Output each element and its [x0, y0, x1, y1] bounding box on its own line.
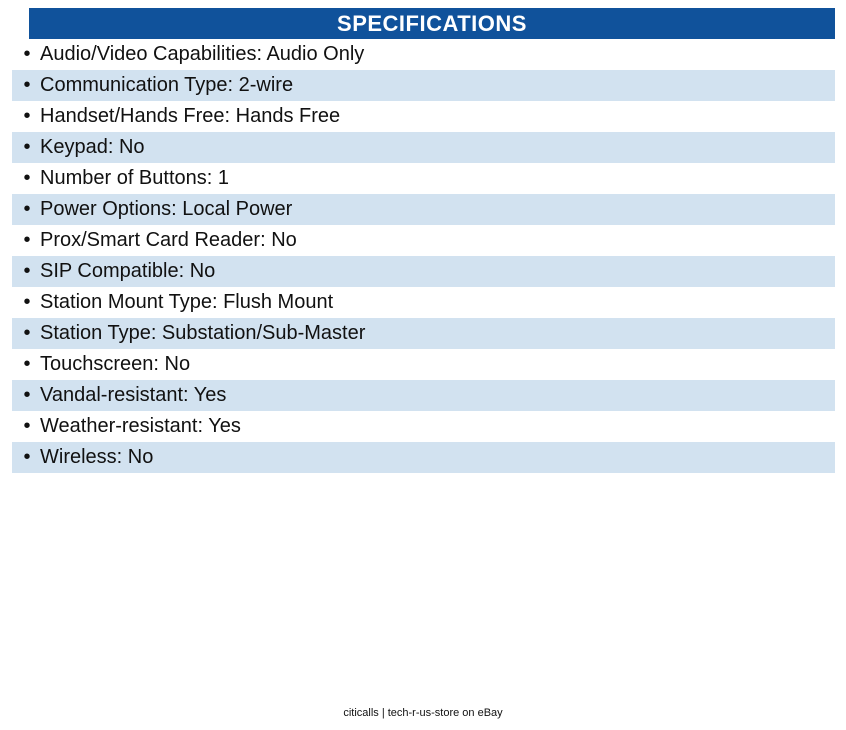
spec-row — [12, 39, 835, 70]
spec-text: Prox/Smart Card Reader: No — [40, 229, 297, 251]
bullet-icon: • — [23, 322, 31, 344]
spec-text: Wireless: No — [40, 446, 154, 468]
specifications-header: SPECIFICATIONS — [29, 8, 835, 39]
spec-text: Number of Buttons: 1 — [40, 167, 229, 189]
bullet-icon: • — [23, 260, 31, 282]
bullet-icon: • — [23, 415, 31, 437]
spec-row — [12, 132, 835, 163]
spec-text: Handset/Hands Free: Hands Free — [40, 105, 341, 127]
bullet-icon: • — [23, 198, 31, 220]
spec-row — [12, 163, 835, 194]
spec-row — [12, 411, 835, 442]
spec-row — [12, 349, 835, 380]
spec-row — [12, 318, 835, 349]
bullet-icon: • — [23, 446, 31, 468]
spec-text: Keypad: No — [40, 136, 145, 158]
spec-text: Vandal-resistant: Yes — [40, 384, 227, 406]
spec-row — [12, 194, 835, 225]
bullet-icon: • — [23, 167, 31, 189]
bullet-icon: • — [23, 43, 31, 65]
bullet-icon: • — [23, 353, 31, 375]
spec-row — [12, 70, 835, 101]
footer-credit: citicalls | tech-r-us-store on eBay — [343, 707, 503, 719]
bullet-icon: • — [23, 136, 31, 158]
spec-text: Station Mount Type: Flush Mount — [40, 291, 334, 313]
spec-text: Touchscreen: No — [40, 353, 191, 375]
spec-text: SIP Compatible: No — [40, 260, 216, 282]
spec-text: Weather-resistant: Yes — [40, 415, 241, 437]
bullet-icon: • — [23, 229, 31, 251]
spec-list — [12, 39, 835, 473]
bullet-icon: • — [23, 384, 31, 406]
spec-text: Audio/Video Capabilities: Audio Only — [40, 43, 365, 65]
spec-row — [12, 442, 835, 473]
spec-row — [12, 380, 835, 411]
spec-text: Station Type: Substation/Sub-Master — [40, 322, 366, 344]
spec-row — [12, 225, 835, 256]
spec-text: Power Options: Local Power — [40, 198, 293, 220]
spec-row — [12, 101, 835, 132]
spec-row — [12, 287, 835, 318]
spec-text: Communication Type: 2-wire — [40, 74, 294, 96]
bullet-icon: • — [23, 105, 31, 127]
spec-row — [12, 256, 835, 287]
bullet-icon: • — [23, 291, 31, 313]
bullet-icon: • — [23, 74, 31, 96]
